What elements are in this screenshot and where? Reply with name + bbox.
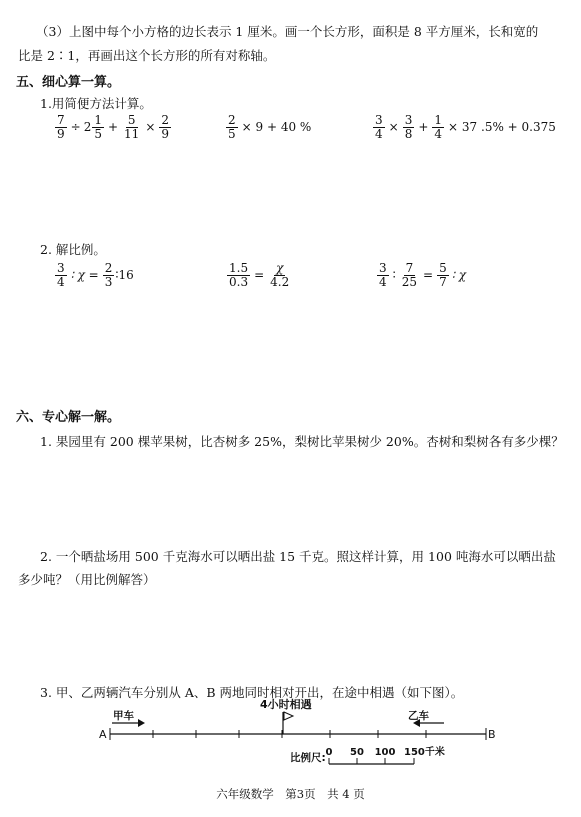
section6-title: 六、专心解一解。 [16, 410, 121, 425]
scale-label: 比例尺: [290, 752, 326, 764]
proportion-instruction: 2. 解比例。 [40, 242, 106, 257]
q5-3-line1: （3）上图中每个小方格的边长表示 1 厘米。画一个长方形，面积是 8 平方厘米，长和宽的 [36, 24, 539, 39]
car-a-label: 甲车 [113, 710, 134, 722]
point-a-label: A [99, 728, 107, 741]
question-3: 3. 甲、乙两辆汽车分别从 A、B 两地同时相对开出，在途中相遇（如下图）。 [40, 685, 464, 700]
scale-ticks [329, 758, 414, 764]
section5-title: 五、细心算一算。 [16, 75, 121, 90]
calc-expression-3: $\frac{3}{4}$ × $\frac{3}{8}$ + $\frac{1}{4}$ × 37 .5% + 0.375 [375, 113, 556, 141]
q5-3-line2: 比是 2∶1，再画出这个长方形的所有对称轴。 [18, 48, 276, 63]
flag-icon [283, 712, 293, 734]
scale-tick-0: 0 [325, 747, 333, 758]
question-1: 1. 果园里有 200 棵苹果树，比杏树多 25%，梨树比苹果树少 20%。杏树和梨树各有多少棵？ [40, 434, 564, 449]
question-2-line1: 2. 一个晒盐场用 500 千克海水可以晒出盐 15 千克。照这样计算，用 100 吨海水可以晒出盐 [40, 549, 556, 564]
scale-tick-50: 50 [350, 747, 364, 758]
calc-expression-2: $\frac{2}{5}$ × 9 + 40 % [228, 113, 312, 141]
proportion-2: $\frac{1.5}{0.3}$ = $\frac{\chi}{4.2}$ [229, 261, 290, 289]
scale-tick-150: 150千米 [404, 747, 445, 758]
calc-instruction: 1.用简便方法计算。 [40, 96, 152, 111]
car-b-label: 乙车 [408, 710, 429, 722]
calc-expression-1: $\frac{7}{9}$ ÷ 2 $\frac{1}{5}$ + $\frac{5}{11}$ × $\frac{2}{9}$ [57, 113, 170, 141]
meet-label: 4小时相遇 [260, 698, 312, 711]
point-b-label: B [488, 728, 496, 741]
question-2-line2: 多少吨？（用比例解答） [18, 572, 156, 587]
page-footer: 六年级数学 第3页 共 4 页 [216, 787, 365, 801]
proportion-1: $\frac{3}{4}$ ∶ χ = $\frac{2}{3}$ ∶16 [57, 261, 134, 289]
scale-tick-100: 100 [374, 747, 396, 758]
proportion-3: $\frac{3}{4}$ ∶ $\frac{7}{25}$ = $\frac{5}{7}$ ∶ χ [379, 261, 466, 289]
